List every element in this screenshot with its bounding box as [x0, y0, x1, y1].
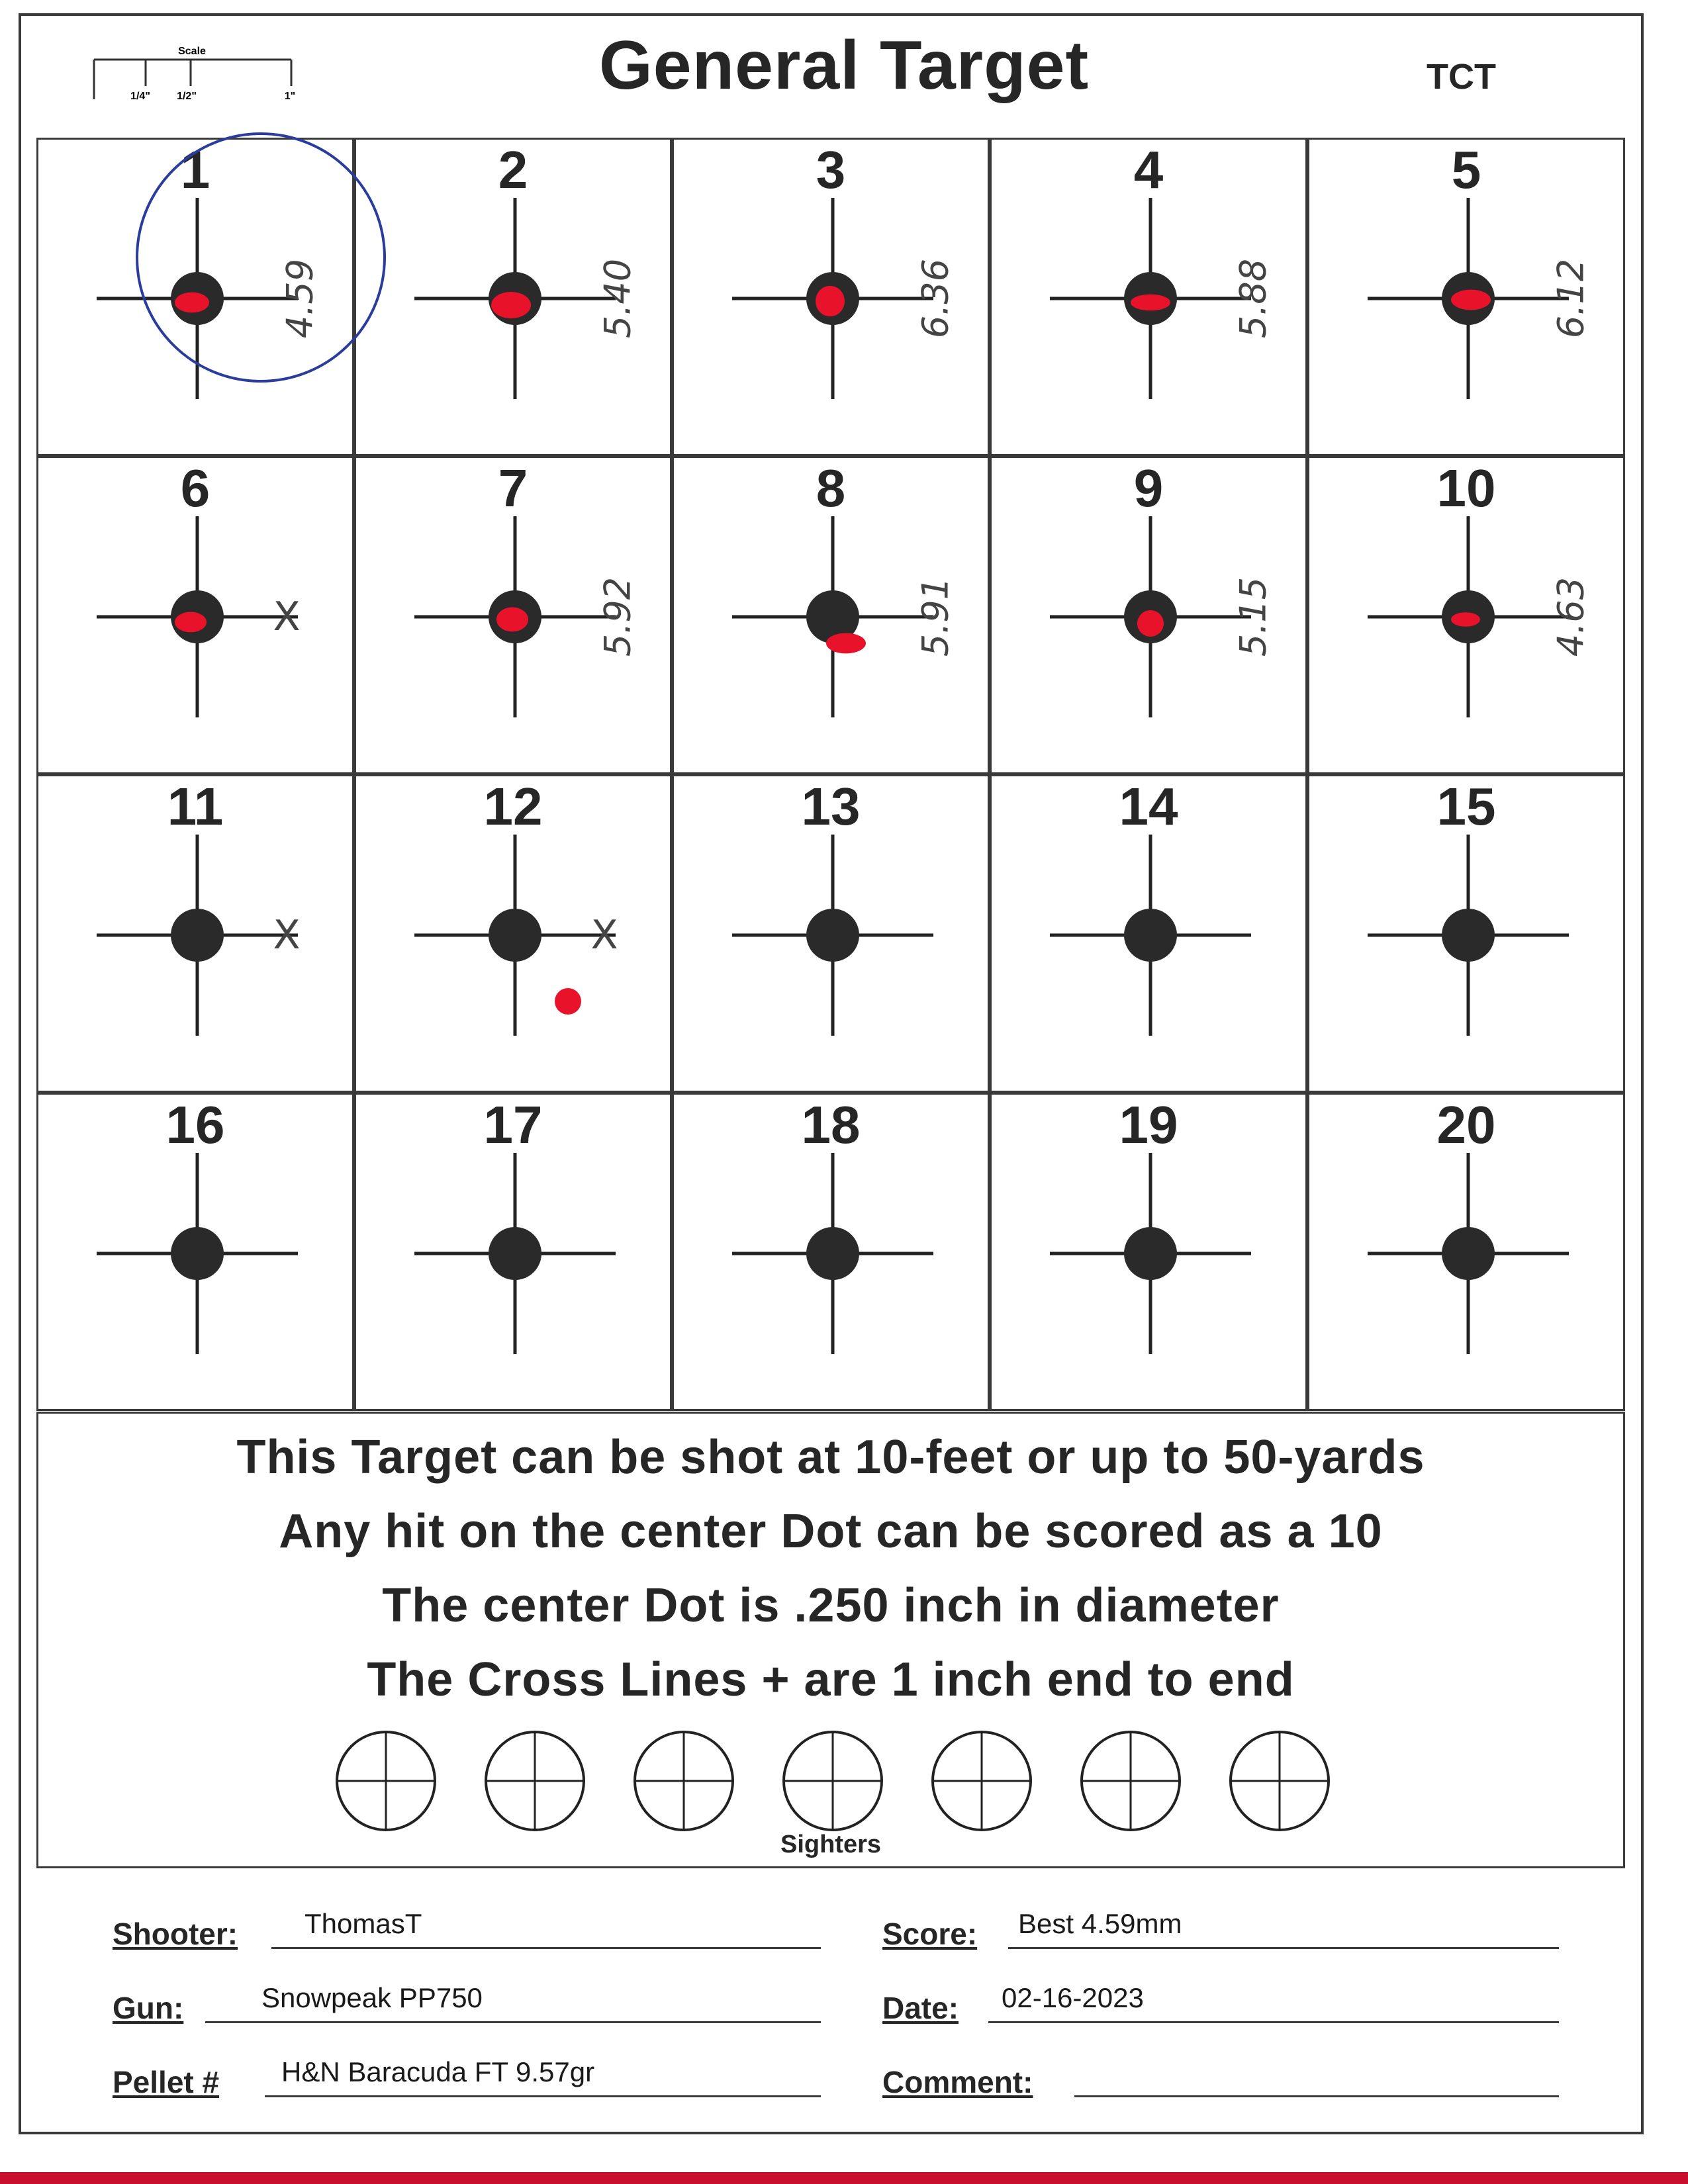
sighter-target [486, 1732, 584, 1830]
center-dot [171, 909, 224, 962]
pellet-hit [1137, 610, 1164, 637]
center-dot [1124, 909, 1177, 962]
center-dot [1124, 1227, 1177, 1280]
target-cell-12 [354, 774, 672, 1093]
instruction-line: The Cross Lines + are 1 inch end to end [367, 1653, 1295, 1706]
shooter-value[interactable]: ThomasT [305, 1908, 422, 1939]
target-cell-5 [1307, 138, 1625, 456]
date-value[interactable]: 02-16-2023 [1002, 1982, 1144, 2013]
crosshair [38, 1095, 356, 1413]
handwritten-score: 6.36 [914, 258, 957, 339]
target-cell-10 [1307, 456, 1625, 774]
handwritten-score: 5.88 [1232, 258, 1274, 339]
pellet-field [113, 2056, 821, 2103]
target-number: 11 [167, 777, 224, 836]
date-field [882, 1982, 1559, 2028]
scale-tick-inch: 1" [284, 91, 296, 102]
instruction-line: Any hit on the center Dot can be scored as a 10 [279, 1505, 1383, 1558]
target-cell-7 [354, 456, 672, 774]
target-cell-3 [672, 138, 990, 456]
center-dot [171, 1227, 224, 1280]
pellet-hit [555, 988, 581, 1015]
pellet-hit [816, 286, 845, 316]
sighter-target [337, 1732, 435, 1830]
sighter-target [1231, 1732, 1329, 1830]
sighter-target [1082, 1732, 1180, 1830]
crosshair [992, 1095, 1309, 1413]
target-cell-4 [990, 138, 1307, 456]
target-number: 17 [483, 1095, 543, 1154]
handwritten-score: 5.40 [596, 258, 639, 339]
score-field [882, 1908, 1559, 1954]
handwritten-score: X [273, 912, 301, 958]
sighters-label: Sighters [780, 1831, 882, 1858]
target-number: 8 [816, 459, 846, 518]
handwritten-score: X [590, 912, 618, 958]
target-number: 14 [1119, 777, 1178, 836]
instruction-line: This Target can be shot at 10-feet or up to 50-yards [236, 1431, 1425, 1484]
target-cell-9 [990, 456, 1307, 774]
target-number: 2 [498, 140, 528, 199]
sighter-target [784, 1732, 882, 1830]
footer-bar [0, 2172, 1688, 2184]
target-number: 10 [1436, 459, 1496, 518]
pellet-hit [1451, 290, 1491, 310]
crosshair [674, 1095, 992, 1413]
handwritten-score: 6.12 [1550, 258, 1592, 339]
target-number: 20 [1436, 1095, 1496, 1154]
crosshair [1309, 776, 1627, 1095]
sighters-row [38, 1414, 1627, 1870]
target-cell-6 [36, 456, 354, 774]
score-form [36, 1868, 1625, 2133]
scale-label: Scale [178, 46, 206, 57]
target-number: 9 [1133, 459, 1164, 518]
target-number: 16 [165, 1095, 225, 1154]
center-dot [806, 1227, 859, 1280]
sighter-target [933, 1732, 1031, 1830]
target-cell-18 [672, 1093, 990, 1411]
pellet-label: Pellet # [113, 2065, 220, 2099]
shooter-field [113, 1908, 821, 1954]
handwritten-score: 4.63 [1550, 576, 1592, 657]
pellet-hit [175, 612, 207, 633]
score-value[interactable]: Best 4.59mm [1018, 1908, 1182, 1939]
center-dot [806, 909, 859, 962]
target-number: 6 [180, 459, 211, 518]
crosshair [674, 776, 992, 1095]
target-cell-17 [354, 1093, 672, 1411]
center-dot [489, 909, 541, 962]
instructions-panel [36, 1412, 1625, 1868]
sighter-target [635, 1732, 733, 1830]
comment-label: Comment: [882, 2065, 1033, 2099]
target-number: 4 [1133, 140, 1164, 199]
crosshair [356, 1095, 674, 1413]
handwritten-score: 5.15 [1232, 576, 1274, 657]
score-label: Score: [882, 1917, 978, 1951]
target-number: 18 [801, 1095, 861, 1154]
target-cell-16 [36, 1093, 354, 1411]
gun-label: Gun: [113, 1991, 184, 2025]
pellet-hit [826, 633, 866, 654]
target-cell-13 [672, 774, 990, 1093]
crosshair [1309, 1095, 1627, 1413]
target-code: TCT [1427, 57, 1496, 97]
instruction-line: The center Dot is .250 inch in diameter [382, 1579, 1280, 1632]
center-dot [1442, 1227, 1495, 1280]
handwritten-score: 5.91 [914, 576, 957, 657]
pellet-value[interactable]: H&N Baracuda FT 9.57gr [281, 2056, 595, 2087]
target-number: 12 [483, 777, 543, 836]
page-title: General Target [598, 27, 1090, 104]
handwritten-score: X [273, 594, 301, 640]
target-cell-2 [354, 138, 672, 456]
pellet-hit [496, 608, 528, 632]
target-number: 7 [498, 459, 528, 518]
pellet-hit [1131, 295, 1170, 311]
highlight-circle [136, 132, 386, 383]
scale-tick-half: 1/2" [177, 91, 197, 102]
target-cell-19 [990, 1093, 1307, 1411]
target-cell-14 [990, 774, 1307, 1093]
target-number: 3 [816, 140, 846, 199]
pellet-hit [1451, 612, 1480, 627]
handwritten-score: 5.92 [596, 576, 639, 657]
target-cell-11 [36, 774, 354, 1093]
comment-field [882, 2056, 1559, 2103]
center-dot [489, 1227, 541, 1280]
date-label: Date: [882, 1991, 959, 2025]
target-number: 1 [180, 140, 211, 199]
target-cell-15 [1307, 774, 1625, 1093]
target-number: 5 [1451, 140, 1481, 199]
pellet-hit [491, 292, 531, 318]
scale-tick-quarter: 1/4" [130, 91, 150, 102]
target-cell-20 [1307, 1093, 1625, 1411]
target-number: 19 [1119, 1095, 1178, 1154]
center-dot [1442, 909, 1495, 962]
gun-value[interactable]: Snowpeak PP750 [261, 1982, 483, 2013]
gun-field [113, 1982, 821, 2028]
target-cell-8 [672, 456, 990, 774]
crosshair [992, 776, 1309, 1095]
shooter-label: Shooter: [113, 1917, 238, 1951]
target-number: 13 [801, 777, 861, 836]
target-number: 15 [1436, 777, 1496, 836]
handwritten-score: 4.59 [279, 258, 321, 339]
